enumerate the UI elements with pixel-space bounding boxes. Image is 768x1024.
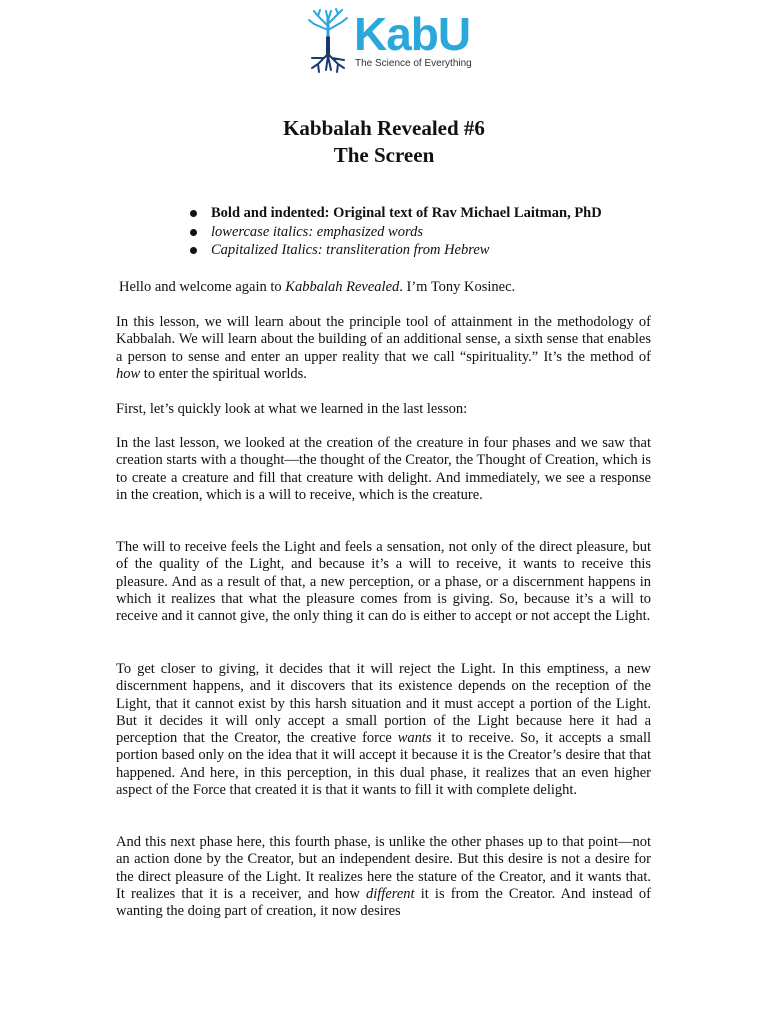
lesson-overview-paragraph: In this lesson, we will learn about the principle tool of attainment in the methodology of Kabbalah. We will learn about the building of an additional sense, a sixth sense that enables a person to sense and enter an upper reality that we call “spirituality.” It’s the method of how to enter the spiritual worlds. xyxy=(116,314,651,382)
paragraph-creation-phases: In the last lesson, we looked at the creation of the creature in four phases and we saw that creation starts with a thought—the thought of the Creator, the Thought of Creation, which is to create a creature and fill that creature with delight. And immediately, we see a response in the creation, which is a will to receive, which is the creature. xyxy=(116,435,651,503)
legend-item-capitalized-italics: Capitalized Italics: transliteration from Hebrew xyxy=(188,241,602,260)
document-subtitle: The Screen xyxy=(333,143,435,167)
legend-item-bold: Bold and indented: Original text of Rav Michael Laitman, PhD xyxy=(188,204,602,223)
paragraph-fourth-phase: And this next phase here, this fourth phase, is unlike the other phases up to that point—not an action done by the Creator, but an independent desire. But this desire is not a desire for the direct pleasure of the Light. It realizes here the stature of the Creator, and it wants that. It realizes that it is a receiver, and how different it is from the Creator. And instead of wanting the doing part of creation, it now desires xyxy=(116,834,651,920)
intro-paragraph: Hello and welcome again to Kabbalah Revealed. I’m Tony Kosinec. xyxy=(119,279,516,295)
brand-name: KabU xyxy=(354,8,471,60)
paragraph-reject-light: To get closer to giving, it decides that it will reject the Light. In this emptiness, a new discernment happens, and it discovers that its existence depends on the reception of the Light, that it cannot exist by this harsh situation and it must accept a portion of the Light. But it decides it will only accept a small portion of the Light because here it had a perception that the Creator, the creative force wants it to receive. So, it accepts a small portion based only on the idea that it will accept it because it is the Creator’s desire that that happened. And here, in this perception, in this dual phase, it realizes that an even higher aspect of the Force that created it is that it wants to fill it with complete delight. xyxy=(116,661,651,799)
legend-item-lowercase-italics: lowercase italics: emphasized words xyxy=(188,223,602,242)
brand-tagline: The Science of Everything xyxy=(355,58,472,69)
tree-icon xyxy=(306,8,350,74)
paragraph-will-to-receive: The will to receive feels the Light and feels a sensation, not only of the direct pleasure, but of the quality of the Light, and because it’s a will to receive, it wants to receive this pleasure. And as a result of that, a new perception, or a phase, or a discernment happens in which it realizes that what the pleasure comes from is giving. So, because it’s a will to receive and it cannot give, the only thing it can do is either to accept or not accept the Light. xyxy=(116,539,651,625)
review-intro-paragraph: First, let’s quickly look at what we learned in the last lesson: xyxy=(116,401,468,417)
formatting-legend xyxy=(188,204,602,260)
document-title: Kabbalah Revealed #6 xyxy=(283,116,485,140)
kabu-logo xyxy=(306,8,476,74)
